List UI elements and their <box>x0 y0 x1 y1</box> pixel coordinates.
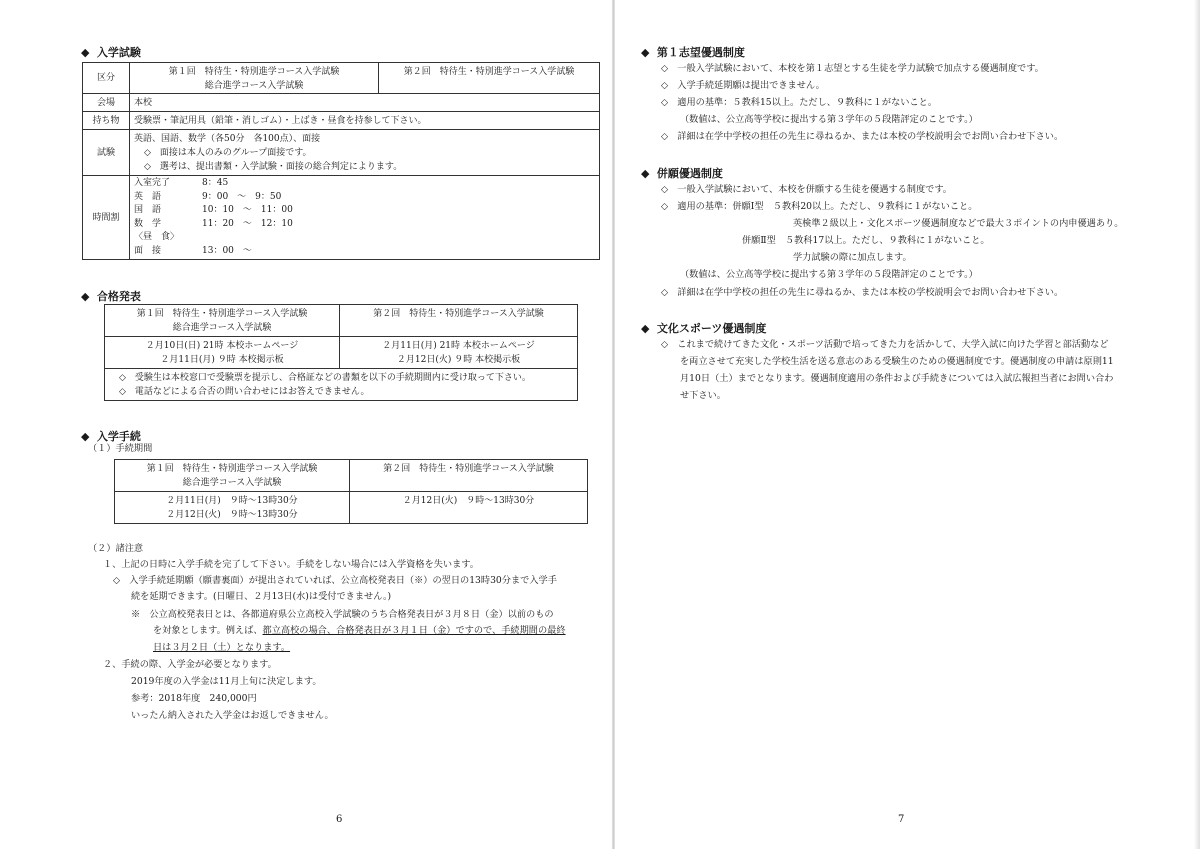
culture-line-1: ◇ これまで続けてきた文化・スポーツ活動で培ってきた力を活かして、大学入試に向けた学習と部活動など <box>661 339 1109 350</box>
culture-heading: ◆ 文化スポーツ優遇制度 <box>641 322 767 335</box>
culture-line-4: せ下さい。 <box>680 390 726 401</box>
schedule-value <box>130 176 600 260</box>
results-heading: ◆ 合格発表 <box>81 290 141 303</box>
dual-line-2: ◇ 適用の基準：併願Ⅰ型 ５教科20以上。ただし、９教科に１がないこと。 <box>661 201 978 212</box>
results-table <box>104 304 578 401</box>
schedule-row: 英 語 9：00 ～ 9：50 <box>134 191 282 202</box>
procedure-heading: ◆ 入学手続 <box>81 430 141 443</box>
exam-col2: 第２回 特待生・特別進学コース入学試験 <box>379 63 600 94</box>
first-choice-line-5: ◇ 詳細は在学中学校の担任の先生に尋ねるか、または本校の学校説明会でお問い合わせ下さい。 <box>661 131 1064 142</box>
results-dates-2: ２月11日(月) 21時 本校ホームページ ２月12日(火) ９時 本校掲示板 <box>340 337 578 369</box>
schedule-row: 入室完了 8：45 <box>134 178 229 188</box>
results-col1: 第１回 特待生・特別進学コース入学試験 総合進学コース入学試験 <box>105 305 340 337</box>
exam-table <box>82 62 600 260</box>
schedule-row: 〈昼 食〉 <box>134 232 180 242</box>
schedule-row: 国 語 10：10 ～ 11：00 <box>134 205 293 215</box>
first-choice-heading: ◆ 第１志望優遇制度 <box>641 46 745 59</box>
test-value: 英語、国語、数学（各50分 各100点）、面接 ◇ 面接は本人のみのグループ面接です。 ◇ 選考は、提出書類・入学試験・面接の総合判定によります。 <box>130 130 600 176</box>
dual-line-4: 併願Ⅱ型 ５教科17以上。ただし、９教科に１がないこと。 <box>742 235 990 246</box>
notes-label: （２）諸注意 <box>88 543 144 554</box>
first-choice-line-2: ◇ 入学手続延期願は提出できません。 <box>661 80 825 91</box>
kubun-label: 区分 <box>83 63 130 94</box>
note-2a: 2019年度の入学金は11月上旬に決定します。 <box>131 676 322 687</box>
dual-line-7: ◇ 詳細は在学中学校の担任の先生に尋ねるか、または本校の学校説明会でお問い合わせ下さい。 <box>661 287 1064 298</box>
procedure-col2: 第２回 特待生・特別進学コース入学試験 <box>350 460 588 492</box>
test-label: 試験 <box>83 130 130 176</box>
schedule-label: 時間割 <box>83 176 130 260</box>
right-page <box>616 0 1200 849</box>
note-2: ２、手続の際、入学金が必要となります。 <box>103 659 277 670</box>
procedure-table <box>114 459 588 524</box>
schedule-row: 面 接 13：00 ～ <box>134 245 252 256</box>
culture-line-3: 月10日（土）までとなります。優遇制度適用の条件および手続きについては入試広報担当者にお問い合わ <box>680 373 1114 384</box>
exam-heading: ◆ 入学試験 <box>81 46 141 59</box>
dual-line-1: ◇ 一般入学試験において、本校を併願する生徒を優遇する制度です。 <box>661 184 952 195</box>
note-2c: いったん納入された入学金はお返しできません。 <box>131 710 334 721</box>
items-label: 持ち物 <box>83 112 130 130</box>
procedure-period-2: ２月12日(火) ９時～13時30分 <box>350 492 588 524</box>
culture-line-2: を両立させて充実した学校生活を送る意志のある受験生のための優遇制度です。優遇制度の申請は原則11 <box>680 356 1114 367</box>
venue-value: 本校 <box>130 94 600 112</box>
note-1e: 日は３月２日（土）となります。 <box>153 642 291 653</box>
procedure-period-1: ２月11日(月) ９時～13時30分 ２月12日(火) ９時～13時30分 <box>115 492 350 524</box>
note-1d: を対象とします。例えば、都立高校の場合、合格発表日が３月１日（金）ですので、手続期間の最終 <box>153 625 566 636</box>
schedule-row: 数 学 11：20 ～ 12：10 <box>134 218 293 229</box>
exam-col1: 第１回 特待生・特別進学コース入学試験 総合進学コース入学試験 <box>130 63 379 94</box>
note-1: １、上記の日時に入学手続を完了して下さい。手続をしない場合には入学資格を失います。 <box>103 559 479 570</box>
note-1b: 続を延期できます。(日曜日、２月13日(水)は受付できません。) <box>131 591 392 602</box>
dual-heading: ◆ 併願優遇制度 <box>641 167 723 180</box>
note-1c: ※ 公立高校発表日とは、各都道府県公立高校入学試験のうち合格発表日が３月８日（金）以前のもの <box>131 609 554 620</box>
procedure-period-label: （１）手続期間 <box>88 443 153 454</box>
results-dates-1: ２月10日(日) 21時 本校ホームページ ２月11日(月) ９時 本校掲示板 <box>105 337 340 369</box>
page-number-left: 6 <box>336 814 343 825</box>
results-col2: 第２回 特待生・特別進学コース入学試験 <box>340 305 578 337</box>
note-2b: 参考：2018年度 240,000円 <box>131 693 257 704</box>
first-choice-line-1: ◇ 一般入学試験において、本校を第１志望とする生徒を学力試験で加点する優遇制度です。 <box>661 63 1044 74</box>
results-notes: ◇ 受験生は本校窓口で受験票を提示し、合格証などの書類を以下の手続期間内に受け取って下さい。 ◇ 電話などによる合否の問い合わせにはお答えできません。 <box>105 369 578 401</box>
procedure-col1: 第１回 特待生・特別進学コース入学試験 総合進学コース入学試験 <box>115 460 350 492</box>
venue-label: 会場 <box>83 94 130 112</box>
page-number-right: 7 <box>898 814 905 825</box>
dual-line-3: 英検準２級以上・文化スポーツ優遇制度などで最大３ポイントの内申優遇あり。 <box>793 218 1124 229</box>
items-value: 受験票・筆記用具（鉛筆・消しゴム）・上ばき・昼食を持参して下さい。 <box>130 112 600 130</box>
dual-line-5: 学力試験の際に加点します。 <box>793 252 912 263</box>
first-choice-line-4: （数値は、公立高等学校に提出する第３学年の５段階評定のことです。） <box>680 114 978 125</box>
first-choice-line-3: ◇ 適用の基準：５教科15以上。ただし、９教科に１がないこと。 <box>661 97 938 108</box>
dual-line-6: （数値は、公立高等学校に提出する第３学年の５段階評定のことです。） <box>680 269 978 280</box>
note-1a: ◇ 入学手続延期願（願書裏面）が提出されていれば、公立高校発表日（※）の翌日の13時30分まで入学手 <box>113 575 557 586</box>
